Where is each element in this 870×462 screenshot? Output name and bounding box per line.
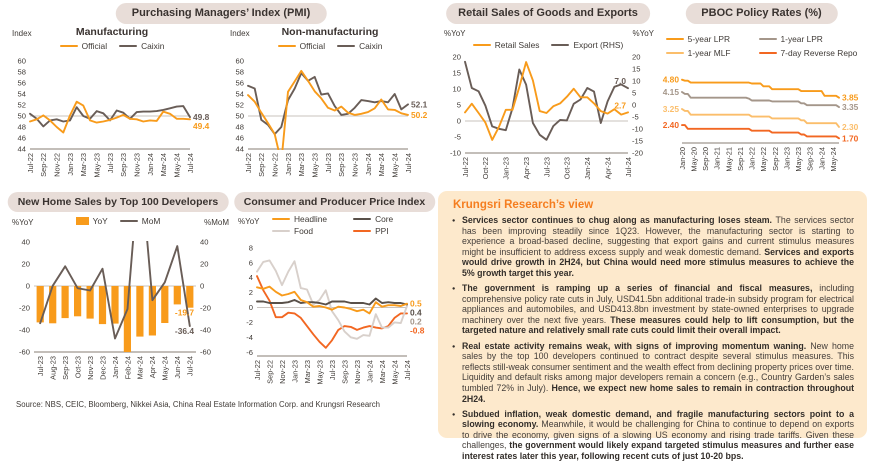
svg-text:-10: -10: [632, 124, 643, 134]
bullet-text-bold: The government is ramping up a series of financial and fiscal measures,: [462, 283, 820, 294]
view-bullets: [451, 215, 854, 462]
legend-item-official: [278, 41, 325, 51]
svg-text:-19.7: -19.7: [174, 307, 194, 318]
svg-text:52: 52: [235, 100, 244, 110]
svg-text:2: 2: [248, 288, 253, 298]
legend-label: PPI: [375, 226, 389, 236]
svg-text:2.40: 2.40: [662, 120, 679, 131]
svg-text:Jul-24: Jul-24: [185, 356, 195, 377]
series-7-day-reverse-repo: [682, 125, 839, 138]
svg-text:8: 8: [248, 243, 253, 253]
series-retail-sales: [465, 62, 628, 140]
legend-label: 1-year LPR: [780, 34, 823, 44]
bullet-text: The services sector has been improving steadily since 1Q23. However, the manufacturing sector is starting to experience a broad-based decline, suggesting that export gains and current stimulus measures might be insufficient to address excess supply and weak domestic demand.: [462, 215, 854, 257]
svg-text:4.80: 4.80: [662, 74, 679, 85]
svg-text:Jul-24: Jul-24: [185, 153, 195, 174]
svg-text:-20: -20: [632, 148, 643, 158]
svg-text:May-22: May-22: [759, 147, 769, 172]
bars-yoy: [37, 286, 194, 352]
legend-label: Retail Sales: [494, 40, 540, 50]
svg-text:Jan-20: Jan-20: [677, 147, 687, 170]
legend-item-retail-sales: [473, 40, 540, 50]
axis-unit-label-left: %YoY: [12, 218, 34, 227]
svg-text:Jan-24: Jan-24: [110, 356, 120, 379]
svg-text:56: 56: [235, 78, 244, 88]
legend-label: Official: [81, 41, 108, 51]
axis-unit-label: Index: [12, 29, 32, 38]
legend-item-food: [272, 226, 313, 236]
pboc-plot: [656, 67, 867, 194]
axis-unit-label-left: %YoY: [444, 29, 466, 38]
svg-text:Apr-24: Apr-24: [148, 356, 158, 379]
svg-text:May-21: May-21: [724, 147, 734, 172]
view-bullet: [451, 341, 854, 405]
pmi_nonmfg-svg: [222, 55, 438, 187]
svg-text:Jan-24: Jan-24: [365, 360, 375, 383]
svg-text:Jan-23: Jan-23: [501, 157, 511, 180]
svg-text:0.5: 0.5: [410, 298, 422, 309]
svg-text:Sep-23: Sep-23: [61, 356, 70, 380]
svg-text:Jan-24: Jan-24: [145, 153, 155, 176]
svg-text:2.30: 2.30: [842, 121, 859, 132]
legend-label: MoM: [141, 216, 161, 226]
svg-text:50: 50: [235, 111, 244, 121]
svg-text:Jul-24: Jul-24: [402, 360, 412, 381]
retail-plot: [441, 53, 655, 194]
svg-text:50: 50: [17, 111, 26, 121]
line-swatch-icon: [353, 230, 371, 233]
svg-text:60: 60: [17, 56, 26, 66]
svg-text:1.70: 1.70: [842, 133, 859, 144]
svg-text:52: 52: [17, 100, 26, 110]
bullet-text: New home sales by the top 100 developers continued to contract despite several stimulus measures. This reflects still-weak consumer sentiment and the wealth effect from declining property prices over time. Liquidity and default risks among major developers remain a concern (e.g., Country Garden’s sales tumbled 72% in July).: [462, 340, 854, 393]
svg-text:20: 20: [632, 53, 641, 62]
svg-text:52.1: 52.1: [411, 99, 428, 110]
svg-text:Mar-24: Mar-24: [377, 360, 387, 384]
svg-text:40: 40: [21, 237, 30, 247]
svg-text:Oct-23: Oct-23: [562, 157, 572, 180]
svg-text:Sep-23: Sep-23: [805, 147, 815, 171]
pboc-panel-title: PBOC Policy Rates (%): [685, 3, 837, 24]
svg-text:-15: -15: [632, 136, 643, 146]
svg-text:58: 58: [235, 67, 244, 77]
svg-text:-0.8: -0.8: [410, 325, 425, 336]
axis-unit-label: %YoY: [238, 217, 260, 226]
cpi-panel-title: Consumer and Producer Price Index: [234, 192, 435, 212]
legend-item-yoy: [76, 216, 108, 226]
series-5-year-lpr: [682, 80, 839, 98]
pmi-manufacturing-chart: [4, 26, 220, 188]
research-view-panel: [438, 191, 867, 461]
retail-panel: [441, 3, 655, 189]
view-bullet: [451, 215, 854, 279]
svg-text:49.8: 49.8: [193, 112, 210, 123]
svg-text:54: 54: [235, 89, 244, 99]
svg-text:May-24: May-24: [390, 153, 400, 178]
svg-text:Jan-23: Jan-23: [290, 360, 300, 383]
legend-item-caixin: [337, 41, 382, 51]
svg-text:0.2: 0.2: [410, 316, 422, 327]
svg-text:-40: -40: [200, 325, 211, 335]
svg-text:May-23: May-23: [310, 153, 320, 178]
legend-item-1-year-lpr: [759, 34, 823, 44]
pboc-legend: [656, 34, 867, 58]
legend-label: Official: [299, 41, 326, 51]
svg-text:Jul-23: Jul-23: [327, 360, 337, 381]
pmi-manufacturing-plot: [4, 55, 220, 192]
svg-text:40: 40: [200, 237, 209, 247]
svg-text:60: 60: [235, 56, 244, 66]
svg-text:May-23: May-23: [794, 147, 804, 172]
legend-item-core: [353, 214, 393, 224]
svg-text:5: 5: [456, 100, 461, 110]
svg-text:Apr-23: Apr-23: [521, 157, 531, 180]
svg-text:2.7: 2.7: [614, 100, 626, 111]
svg-text:Sep-23: Sep-23: [340, 360, 350, 384]
svg-text:46: 46: [235, 133, 244, 143]
svg-text:6: 6: [248, 258, 253, 268]
line-swatch-icon: [473, 44, 491, 47]
svg-text:Sep-22: Sep-22: [257, 153, 267, 177]
svg-text:Mar-23: Mar-23: [79, 153, 89, 177]
svg-text:Sep-22: Sep-22: [39, 153, 49, 177]
svg-text:Jan-22: Jan-22: [747, 147, 757, 170]
svg-text:56: 56: [17, 78, 26, 88]
svg-text:Sep-20: Sep-20: [701, 147, 711, 171]
svg-text:Jul-22: Jul-22: [243, 153, 253, 174]
line-swatch-icon: [353, 218, 371, 221]
cpi-panel: [234, 192, 435, 406]
legend-label: Caixin: [359, 41, 383, 51]
pmi-nonmanufacturing-plot: [222, 55, 438, 192]
svg-text:Nov-23: Nov-23: [85, 356, 95, 380]
bullet-text-bold: Subdued inflation, weak domestic demand, and fragile manufacturing sectors point to a slowing economy.: [462, 408, 854, 430]
svg-text:15: 15: [632, 64, 641, 74]
series-headline: [257, 287, 407, 314]
svg-text:-40: -40: [19, 325, 30, 335]
svg-text:Apr-24: Apr-24: [603, 157, 613, 180]
legend-item-1-year-mlf: [666, 48, 731, 58]
pmi-panel-title: Purchasing Managers’ Index (PMI): [116, 3, 327, 24]
legend-label: 1-year MLF: [687, 48, 731, 58]
svg-text:Jun-24: Jun-24: [173, 356, 183, 379]
svg-text:Mar-24: Mar-24: [159, 153, 169, 177]
pboc-panel: [656, 3, 867, 189]
bullet-text-bold: These measures could help to lift consumption, but the targeted nature and relatively small rate cuts could limit their overall impact.: [462, 314, 854, 336]
bullet-text-bold: Hence, we expect new home sales to remain in contraction throughout 2H24.: [462, 382, 854, 404]
svg-text:48: 48: [17, 122, 26, 132]
svg-text:-60: -60: [200, 347, 211, 357]
svg-text:54: 54: [17, 89, 26, 99]
svg-text:10: 10: [452, 84, 461, 94]
svg-text:Jan-24: Jan-24: [363, 153, 373, 176]
svg-text:Jan-24: Jan-24: [583, 157, 593, 180]
svg-text:48: 48: [235, 122, 244, 132]
svg-text:Mar-23: Mar-23: [297, 153, 307, 177]
legend-item-mom: [120, 216, 161, 226]
svg-text:0: 0: [25, 281, 30, 291]
svg-text:Jul-22: Jul-22: [25, 153, 35, 174]
series-export-rhs-: [465, 62, 628, 140]
svg-text:4.15: 4.15: [662, 87, 679, 97]
svg-text:Jul-23: Jul-23: [323, 153, 333, 174]
svg-text:-5: -5: [454, 132, 461, 142]
line-swatch-icon: [119, 45, 137, 48]
line-swatch-icon: [666, 52, 684, 55]
home-legend: [4, 216, 232, 226]
svg-text:10: 10: [632, 76, 641, 86]
legend-item-caixin: [119, 41, 164, 51]
chart-title: Non-manufacturing: [281, 26, 379, 38]
line-swatch-icon: [272, 218, 290, 221]
svg-text:0.4: 0.4: [410, 307, 422, 318]
svg-text:Jan-21: Jan-21: [712, 147, 722, 170]
bullet-text: Meanwhile, it would be challenging for China to continue to depend on exports to drive the economy, given signs of a slowing US economy and rising trade tariffs. Given these challenges,: [462, 419, 855, 451]
svg-text:Nov-22: Nov-22: [270, 153, 280, 177]
svg-text:Nov-23: Nov-23: [352, 360, 362, 384]
svg-text:Mar-24: Mar-24: [377, 153, 387, 177]
bullet-text-bold: Services sector continues to chug along as manufacturing loses steam.: [462, 215, 776, 225]
svg-text:Sep-22: Sep-22: [770, 147, 780, 171]
line-swatch-icon: [272, 230, 290, 233]
line-swatch-icon: [759, 38, 777, 41]
svg-text:Jul-22: Jul-22: [252, 360, 262, 381]
view-bullet: [451, 409, 854, 462]
research-view-title: Krungsri Research’s view: [453, 199, 594, 211]
svg-text:20: 20: [452, 53, 461, 62]
svg-text:44: 44: [17, 144, 26, 154]
svg-text:May-24: May-24: [172, 153, 182, 178]
svg-text:5: 5: [632, 88, 637, 98]
svg-text:Sep-23: Sep-23: [337, 153, 347, 177]
svg-text:Dec-23: Dec-23: [98, 356, 108, 380]
svg-text:20: 20: [200, 259, 209, 269]
svg-text:Oct-22: Oct-22: [481, 157, 491, 180]
series-1-year-mlf: [682, 109, 839, 127]
retail-legend: [441, 40, 655, 50]
pmi-panel: [4, 3, 438, 189]
svg-text:Jan-23: Jan-23: [782, 147, 792, 170]
svg-text:3.25: 3.25: [662, 104, 679, 114]
svg-text:Sep-21: Sep-21: [735, 147, 745, 171]
pboc-svg: [656, 67, 867, 189]
cpi-svg: [234, 238, 435, 406]
bullet-text-bold: the government would likely expand targeted stimulus measures and further ease interest rates later this year, following recent cuts of just 10-20 bps.: [462, 440, 854, 461]
line-swatch-icon: [551, 44, 569, 47]
svg-text:49.4: 49.4: [193, 121, 210, 132]
svg-text:-5: -5: [632, 112, 639, 122]
svg-text:May-24: May-24: [829, 147, 838, 172]
legend-item-headline: [272, 214, 327, 224]
svg-text:46: 46: [17, 133, 26, 143]
axis-unit-label-right: %MoM: [204, 218, 229, 227]
svg-text:Jan-23: Jan-23: [283, 153, 293, 176]
svg-text:3.85: 3.85: [842, 92, 859, 103]
bar-swatch-icon: [76, 217, 89, 225]
series-1-year-lpr: [682, 92, 839, 107]
svg-text:0: 0: [248, 303, 253, 313]
legend-label: Export (RHS): [573, 40, 624, 50]
home-panel-title: New Home Sales by Top 100 Developers: [8, 192, 229, 212]
svg-text:May-20: May-20: [689, 147, 699, 172]
series-food: [257, 260, 407, 338]
svg-text:-20: -20: [200, 303, 211, 313]
svg-text:Nov-23: Nov-23: [132, 153, 142, 177]
svg-text:-6: -6: [246, 347, 253, 357]
svg-text:May-24: May-24: [160, 356, 170, 381]
svg-text:58: 58: [17, 67, 26, 77]
home-svg: [4, 234, 232, 406]
series-official: [30, 102, 190, 133]
svg-text:Jan-24: Jan-24: [817, 147, 827, 170]
source-note: Source: NBS, CEIC, Bloomberg, Nikkei Asia, China Real Estate Information Corp. and Krungsri Research: [16, 400, 381, 409]
view-bullet: [451, 283, 854, 336]
svg-text:Mar-24: Mar-24: [135, 356, 145, 380]
svg-text:Mar-23: Mar-23: [302, 360, 312, 384]
svg-text:Jul-23: Jul-23: [542, 157, 552, 178]
svg-text:Sep-23: Sep-23: [119, 153, 129, 177]
svg-text:-20: -20: [19, 303, 30, 313]
line-swatch-icon: [60, 45, 78, 48]
cpi-legend: [272, 214, 393, 236]
legend-label: Caixin: [141, 41, 165, 51]
svg-text:Oct-23: Oct-23: [73, 356, 83, 379]
legend-label: 5-year LPR: [687, 34, 731, 44]
svg-text:Jul-24: Jul-24: [403, 153, 413, 174]
home-plot: [4, 234, 232, 411]
svg-text:Jul-23: Jul-23: [105, 153, 115, 174]
legend-item-official: [60, 41, 107, 51]
svg-text:-60: -60: [19, 347, 30, 357]
home-sales-panel: [4, 192, 232, 406]
svg-text:Jul-22: Jul-22: [460, 157, 470, 178]
svg-text:20: 20: [21, 259, 30, 269]
line-swatch-icon: [120, 220, 138, 223]
svg-text:3.35: 3.35: [842, 102, 859, 113]
svg-text:-2: -2: [246, 318, 253, 327]
svg-text:0: 0: [200, 281, 205, 291]
svg-text:-4: -4: [246, 332, 253, 342]
svg-text:May-24: May-24: [390, 360, 400, 385]
axis-unit-label: Index: [230, 29, 250, 38]
svg-text:May-23: May-23: [92, 153, 102, 178]
retail-svg: [441, 53, 655, 189]
line-swatch-icon: [666, 38, 684, 41]
svg-text:Nov-23: Nov-23: [350, 153, 360, 177]
legend-item-7-day-reverse-repo: [759, 48, 858, 58]
svg-text:50.2: 50.2: [411, 109, 428, 120]
svg-text:Sep-22: Sep-22: [265, 360, 275, 384]
svg-text:Jul-24: Jul-24: [623, 157, 633, 178]
pmi-manufacturing-legend: [4, 41, 220, 51]
bullet-text-bold: Services and exports would drive growth in 2H24, but China would need more stimulus measures to achieve the 5% growth target this year.: [462, 246, 854, 278]
svg-text:15: 15: [452, 68, 461, 78]
legend-label: Headline: [294, 214, 328, 224]
line-swatch-icon: [278, 45, 296, 48]
svg-text:May-23: May-23: [315, 360, 325, 385]
retail-panel-title: Retail Sales of Goods and Exports: [446, 3, 650, 24]
svg-text:-10: -10: [450, 148, 461, 158]
legend-item-5-year-lpr: [666, 34, 730, 44]
axis-unit-label-right: %YoY: [632, 29, 654, 38]
legend-item-ppi: [353, 226, 389, 236]
legend-item-export-rhs-: [551, 40, 623, 50]
svg-text:Jan-23: Jan-23: [65, 153, 75, 176]
svg-text:-36.4: -36.4: [174, 326, 194, 336]
svg-text:4: 4: [248, 273, 253, 283]
line-swatch-icon: [337, 45, 355, 48]
pmi-nonmanufacturing-legend: [222, 41, 438, 51]
svg-text:Nov-22: Nov-22: [277, 360, 287, 384]
legend-label: Food: [294, 226, 314, 236]
svg-text:44: 44: [235, 144, 244, 154]
svg-text:0: 0: [456, 116, 461, 126]
svg-text:Feb-24: Feb-24: [123, 356, 133, 380]
chart-title: Manufacturing: [75, 26, 149, 38]
svg-text:Nov-22: Nov-22: [52, 153, 62, 177]
svg-text:Jul-23: Jul-23: [36, 356, 45, 377]
legend-label: Core: [375, 214, 394, 224]
bullet-text: including comprehensive policy rate cuts in July, USD41.5bn additional trade-in subsidy program for electrical appliances and automobiles, and USD413.8bn investment by state-owned enterprises to upgrade machinery over the next five years.: [462, 283, 854, 325]
line-swatch-icon: [759, 52, 777, 55]
pmi-nonmanufacturing-chart: [222, 26, 438, 188]
svg-text:Aug-23: Aug-23: [48, 356, 58, 380]
series-core: [257, 299, 407, 305]
cpi-plot: [234, 238, 435, 411]
legend-label: YoY: [92, 216, 108, 226]
svg-text:7.0: 7.0: [614, 76, 626, 87]
svg-text:0: 0: [632, 100, 637, 110]
legend-label: 7-day Reverse Repo: [780, 48, 858, 58]
bullet-text-bold: Real estate activity remains weak, with signs of improving momentum waning.: [462, 340, 811, 351]
pmi_mfg-svg: [4, 55, 220, 187]
